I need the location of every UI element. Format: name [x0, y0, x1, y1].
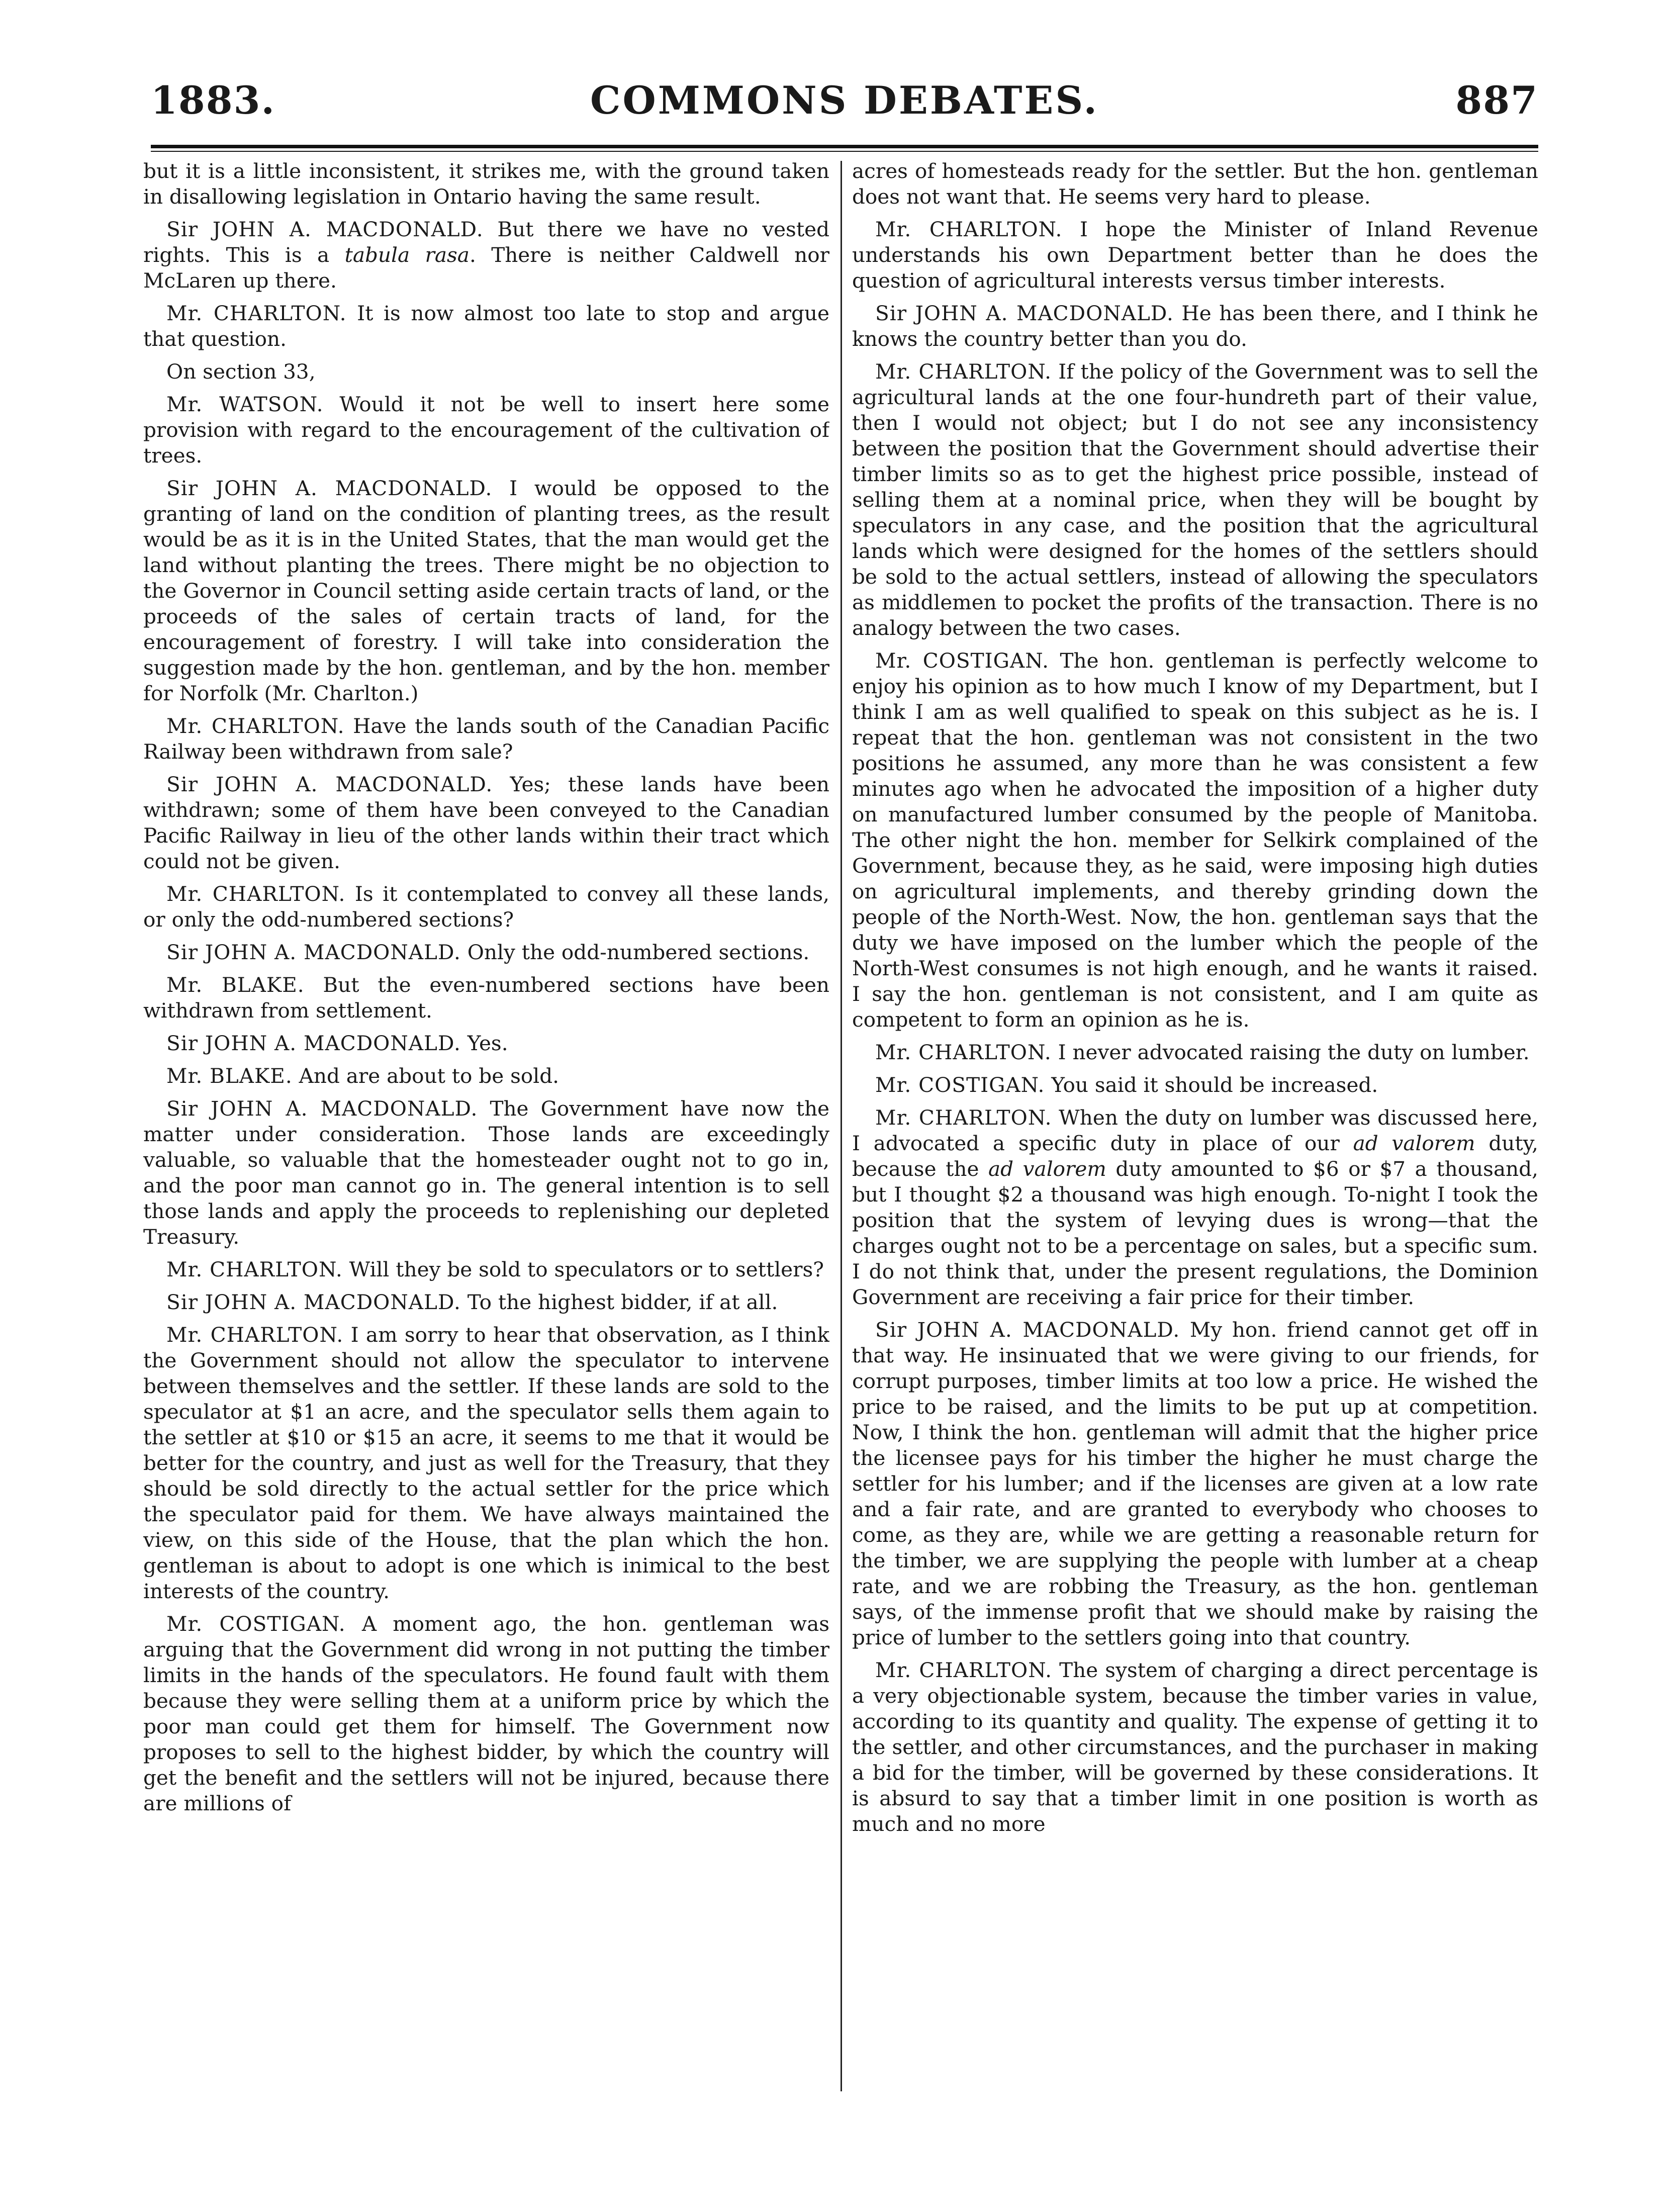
speech-text: It is now almost too late to stop and argue that question.	[143, 301, 829, 351]
speech-text: I hope the Minister of Inland Revenue understands his own Department better than he does the question of agricultural interests versus timber interests.	[852, 217, 1538, 293]
speaker-name: Mr. COSTIGAN.	[875, 1073, 1045, 1097]
speaker-name: Mr. CHARLTON.	[166, 1323, 344, 1347]
speech-text: If the policy of the Government was to sell the agricultural lands at the one four-hundreth part of their value, then I would not object; but I do not see any inconsistency between the position that the Government should advertise their timber limits so as to get the highest price possible, instead of selling them at a nominal price, when they will be bought by speculators in any case, and the position that the agricultural lands which were designed for the homes of the settlers should be sold to the actual settlers, instead of allowing the speculators as middlemen to pocket the profits of the transaction. There is no analogy between the two cases.	[852, 359, 1538, 640]
speech-text: You said it should be increased.	[1051, 1073, 1378, 1097]
speech-text: Yes; these lands have been withdrawn; some of them have been conveyed to the Canadian Pacific Railway in lieu of the other lands within their tract which could not be given.	[143, 772, 829, 873]
speaker-name: Mr. CHARLTON.	[875, 1040, 1052, 1064]
speaker-name: Mr. BLAKE.	[166, 1064, 293, 1088]
speech-paragraph	[143, 392, 829, 469]
speaker-name: Mr. CHARLTON.	[166, 882, 346, 906]
speaker-name: Sir JOHN A. MACDONALD.	[875, 301, 1174, 325]
header-year: 1883.	[151, 78, 275, 123]
speech-paragraph	[852, 1317, 1538, 1650]
speaker-name: Mr. CHARLTON.	[875, 217, 1063, 241]
speech-paragraph	[852, 301, 1538, 352]
speaker-name: Mr. CHARLTON.	[166, 301, 347, 325]
speaker-name: Sir JOHN A. MACDONALD.	[166, 1096, 478, 1121]
speech-paragraph	[143, 217, 829, 294]
speech-paragraph	[143, 1031, 829, 1056]
speech-paragraph	[143, 1096, 829, 1250]
left-column	[143, 158, 829, 2109]
speech-text: He has been there, and I think he knows the country better than you do.	[852, 301, 1538, 351]
speech-text: But the even-numbered sections have been withdrawn from settlement.	[143, 973, 829, 1023]
speech-text: Will they be sold to speculators or to settlers?	[349, 1257, 824, 1281]
speech-paragraph	[852, 1105, 1538, 1310]
speech-text: but it is a little inconsistent, it strikes me, with the ground taken in disallowing legislation in Ontario having the same result.	[143, 159, 829, 209]
speech-paragraph	[143, 1289, 829, 1315]
speaker-name: Mr. CHARLTON.	[875, 1658, 1052, 1682]
speaker-name: Mr. CHARLTON.	[166, 714, 345, 738]
speaker-name: Sir JOHN A. MACDONALD.	[166, 1031, 461, 1055]
speaker-name: Sir JOHN A. MACDONALD.	[875, 1318, 1180, 1342]
right-column	[852, 158, 1538, 2109]
speaker-name: Sir JOHN A. MACDONALD.	[166, 1290, 461, 1314]
speaker-name: Sir JOHN A. MACDONALD.	[166, 217, 484, 241]
header-rule	[151, 145, 1538, 152]
speaker-name: Sir JOHN A. MACDONALD.	[166, 476, 493, 500]
speaker-name: Mr. CHARLTON.	[875, 359, 1052, 384]
speech-paragraph	[852, 217, 1538, 294]
speech-paragraph	[143, 713, 829, 765]
speech-text: I never advocated raising the duty on lumber.	[1058, 1040, 1530, 1064]
speech-text: Have the lands south of the Canadian Pacific Railway been withdrawn from sale?	[143, 714, 829, 764]
speech-paragraph	[852, 359, 1538, 641]
speech-paragraph	[852, 648, 1538, 1033]
speaker-name: Mr. WATSON.	[166, 392, 324, 416]
speech-text: Is it contemplated to convey all these lands, or only the odd-numbered sections?	[143, 882, 829, 932]
speech-text: The hon. gentleman is perfectly welcome to enjoy his opinion as to how much I know of my Department, but I think I am as well qualified to speak on this subject as he is. I repeat that the hon. gentleman was not consistent in the two positions he assumed, any more than he was consistent a few minutes ago when he advocated the imposition of a higher duty on manufactured lumber consumed by the people of Manitoba. The other night the hon. member for Selkirk complained of the Government, because they, as he said, were imposing high duties on agricultural implements, and thereby grinding down the people of the North-West. Now, the hon. gentleman says that the duty we have imposed on the lumber which the people of the North-West consumes is not high enough, and he wants it raised. I say the hon. gentleman is not consistent, and I am quite as competent to form an opinion as he is.	[852, 649, 1538, 1032]
speech-text: But there we have no vested rights. This is a tabula rasa. There is neither Caldwell nor McLaren up there.	[143, 217, 829, 293]
speech-text: And are about to be sold.	[299, 1064, 559, 1088]
speech-paragraph	[143, 301, 829, 352]
speech-text: My hon. friend cannot get off in that way. He insinuated that we were giving to our friends, for corrupt purposes, timber limits at too low a price. He wished the price to be raised, and the limits to be put up at competition. Now, I think the hon. gentleman will admit that the higher price the licensee pays for his timber the higher he must charge the settler for his lumber; and if the licenses are given at a low rate and a fair rate, and are granted to everybody who chooses to come, as they are, while we are getting a reasonable return for the timber, we are supplying the people with lumber at a cheap rate, and we are robbing the Treasury, as the hon. gentleman says, of the immense profit that we should make by raising the price of lumber to the settlers going into that country.	[852, 1318, 1538, 1649]
speaker-name: Mr. CHARLTON.	[875, 1105, 1052, 1130]
speech-text: I would be opposed to the granting of land on the condition of planting trees, as the result would be as it is in the United States, that the man would get the land without planting the trees. There might be no objection to the Governor in Council setting aside certain tracts of land, or the proceeds of the sales of certain tracts of land, for the encouragement of forestry. I will take into consideration the suggestion made by the hon. gentleman, and by the hon. member for Norfolk (Mr. Charlton.)	[143, 476, 829, 705]
speech-text: Only the odd-numbered sections.	[467, 940, 810, 964]
speaker-name: Sir JOHN A. MACDONALD.	[166, 772, 493, 796]
speech-paragraph	[143, 359, 829, 385]
speaker-name: Mr. BLAKE.	[166, 973, 305, 997]
speech-paragraph	[852, 1072, 1538, 1098]
speech-text: I am sorry to hear that observation, as I think the Government should not allow the speculator to intervene between themselves and the settler. If these lands are sold to the speculator at $1 an acre, and the speculator sells them again to the settler at $10 or $15 an acre, it seems to me that it would be better for the country, and just as well for the Treasury, that they should be sold directly to the actual settler for the price which the speculator paid for them. We have always maintained the view, on this side of the House, that the plan which the hon. gentleman is about to adopt is one which is inimical to the best interests of the country.	[143, 1323, 829, 1603]
page-header	[151, 78, 1538, 138]
speech-paragraph	[852, 1040, 1538, 1065]
speaker-name: Mr. COSTIGAN.	[875, 649, 1049, 673]
speech-text: The Government have now the matter under consideration. Those lands are exceedingly valuable, so valuable that the homesteader ought not to go in, and the poor man cannot go in. The general intention is to sell those lands and apply the proceeds to replenishing our depleted Treasury.	[143, 1096, 829, 1249]
speech-text: The system of charging a direct percentage is a very objectionable system, because the timber varies in value, according to its quantity and quality. The expense of getting it to the settler, and other circumstances, and the purchaser in making a bid for the timber, will be governed by these considerations. It is absurd to say that a timber limit in one position is worth as much and no more	[852, 1658, 1538, 1836]
speaker-name: Sir JOHN A. MACDONALD.	[166, 940, 461, 964]
speech-text: Yes.	[467, 1031, 508, 1055]
speech-text: When the duty on lumber was discussed here, I advocated a specific duty in place of our ad valorem duty, because the ad valorem duty amounted to $6 or $7 a thousand, but I thought $2 a thousand was high enough. To-night I took the position that the system of levying dues is wrong—that the charges ought not to be a percentage on sales, but a specific sum. I do not think that, under the present regulations, the Dominion Government are receiving a fair price for their timber.	[852, 1105, 1538, 1309]
speech-paragraph	[143, 881, 829, 933]
speech-text: acres of homesteads ready for the settler. But the hon. gentleman does not want that. He seems very hard to please.	[852, 159, 1538, 209]
speech-paragraph	[143, 158, 829, 210]
speech-text: A moment ago, the hon. gentleman was arguing that the Government did wrong in not putting the timber limits in the hands of the speculators. He found fault with them because they were selling them at a uniform price by which the poor man could get them for himself. The Government now proposes to sell to the highest bidder, by which the country will get the benefit and the settlers will not be injured, because there are millions of	[143, 1612, 829, 1815]
header-page-number: 887	[1455, 78, 1538, 123]
speech-paragraph	[143, 1063, 829, 1089]
speech-paragraph	[852, 1657, 1538, 1837]
speech-paragraph	[143, 940, 829, 965]
speaker-name: Mr. COSTIGAN.	[166, 1612, 346, 1636]
speaker-name: Mr. CHARLTON.	[166, 1257, 343, 1281]
speech-paragraph	[143, 1611, 829, 1816]
speech-paragraph	[143, 476, 829, 706]
speech-paragraph	[143, 1322, 829, 1604]
header-title: COMMONS DEBATES.	[590, 78, 1099, 123]
speech-text: Would it not be well to insert here some provision with regard to the encouragement of the cultivation of trees.	[143, 392, 829, 468]
speech-paragraph	[852, 158, 1538, 210]
speech-paragraph	[143, 1257, 829, 1282]
speech-text: On section 33,	[166, 359, 316, 384]
speech-paragraph	[143, 972, 829, 1024]
speech-text: To the highest bidder, if at all.	[467, 1290, 778, 1314]
column-divider	[841, 161, 842, 2091]
speech-paragraph	[143, 772, 829, 874]
